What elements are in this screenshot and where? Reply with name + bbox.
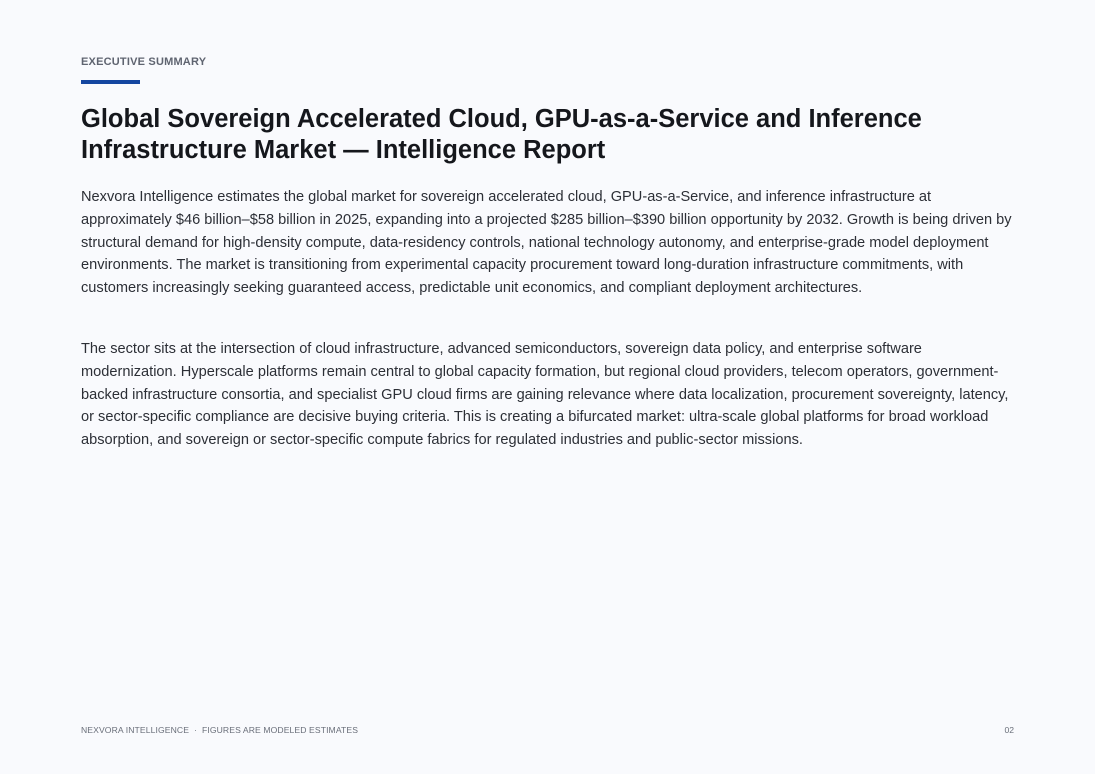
summary-paragraph-1: Nexvora Intelligence estimates the global market for sovereign accelerated cloud, GPU-as-a-Service, and inference infrastructure at approximately $46 billion–$58 billion in 2025, expanding into a projected $285 billion–$390 billion opportunity by 2032. Growth is being driven by structural demand for high-density compute, data-residency controls, national technology autonomy, and enterprise-grade model deployment environments. The market is transitioning from experimental capacity procurement toward long-duration infrastructure commitments, with customers increasingly seeking guaranteed access, predictable unit economics, and compliant deployment architectures. <box>81 189 1012 297</box>
section-label: EXECUTIVE SUMMARY <box>81 56 207 68</box>
footer-note: FIGURES ARE MODELED ESTIMATES <box>202 725 359 735</box>
page-title: Global Sovereign Accelerated Cloud, GPU-as-a-Service and Inference Infrastructure Market — Intelligence Report <box>81 105 922 164</box>
footer-brand: NEXVORA INTELLIGENCE <box>81 725 190 735</box>
summary-paragraph-2: The sector sits at the intersection of cloud infrastructure, advanced semiconductors, sovereign data policy, and enterprise software modernization. Hyperscale platforms remain central to global capacity formation, but regional cloud providers, telecom operators, government-backed infrastructure consortia, and specialist GPU cloud firms are gaining relevance where data localization, procurement sovereignty, latency, or sector-specific compliance are decisive buying criteria. This is creating a bifurcated market: ultra-scale global platforms for broad workload absorption, and sovereign or sector-specific compute fabrics for regulated industries and public-sector missions. <box>81 341 1009 449</box>
footer-separator: · <box>194 725 197 735</box>
footer-left <box>81 725 358 735</box>
accent-rule <box>81 80 140 84</box>
page-number: 02 <box>1004 725 1014 735</box>
